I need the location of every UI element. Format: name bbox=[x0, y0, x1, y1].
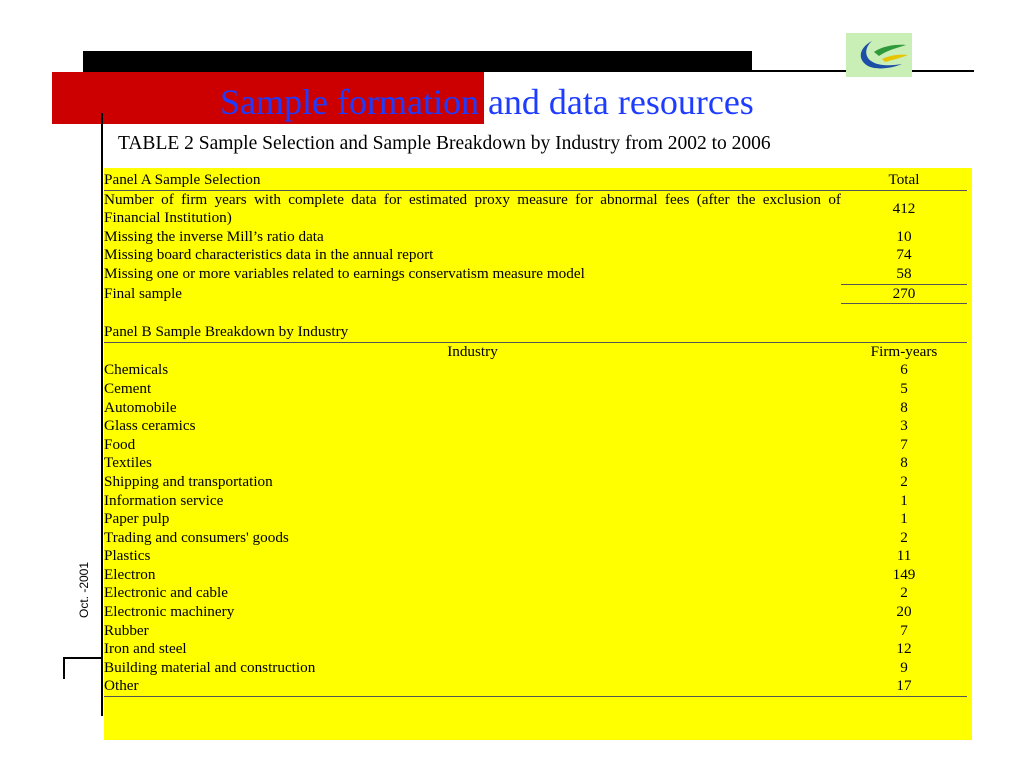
table-row bbox=[104, 399, 967, 418]
final-sample-row bbox=[104, 284, 967, 304]
total-header: Total bbox=[841, 171, 967, 190]
table-row bbox=[104, 265, 967, 284]
row-label: Number of firm years with complete data for estimated proxy measure for abnormal fees (after the exclusion of Financial Institution) bbox=[104, 190, 841, 227]
sample-table bbox=[104, 171, 967, 697]
table-row bbox=[104, 190, 967, 228]
industry-cell: Electronic machinery bbox=[104, 603, 235, 621]
firm-years-cell: 7 bbox=[900, 435, 908, 453]
industry-cell: Glass ceramics bbox=[104, 417, 196, 435]
panel-a-heading: Panel A Sample Selection bbox=[104, 171, 841, 190]
industry-cell: Textiles bbox=[104, 454, 152, 472]
table-row bbox=[104, 436, 967, 455]
table-row bbox=[104, 640, 967, 659]
table-row bbox=[104, 603, 967, 622]
firm-years-cell: 6 bbox=[900, 361, 908, 379]
firm-years-cell: 1 bbox=[900, 510, 908, 528]
industry-cell: Electronic and cable bbox=[104, 584, 228, 602]
firm-years-cell: 9 bbox=[900, 658, 908, 676]
final-sample-value: 270 bbox=[841, 284, 967, 304]
left-vertical-rule bbox=[101, 113, 103, 716]
firm-years-cell: 149 bbox=[892, 565, 916, 583]
industry-cell: Paper pulp bbox=[104, 510, 170, 528]
table-row bbox=[104, 417, 967, 436]
firm-years-cell: 20 bbox=[896, 603, 912, 621]
industry-cell: Shipping and transportation bbox=[104, 472, 273, 490]
table-row bbox=[104, 529, 967, 548]
table-row bbox=[104, 566, 967, 585]
row-label: Missing the inverse Mill’s ratio data bbox=[104, 227, 324, 245]
panel-b-heading: Panel B Sample Breakdown by Industry bbox=[104, 323, 841, 342]
firm-years-cell: 5 bbox=[900, 379, 908, 397]
bird-swoosh-icon bbox=[846, 33, 912, 77]
industry-cell: Rubber bbox=[104, 621, 149, 639]
industry-cell: Chemicals bbox=[104, 361, 169, 379]
row-value: 10 bbox=[896, 227, 912, 245]
industry-cell: Building material and construction bbox=[104, 658, 316, 676]
table-row bbox=[104, 454, 967, 473]
side-date: Oct. -2001 bbox=[77, 561, 91, 619]
table-row bbox=[104, 380, 967, 399]
spacer-row bbox=[104, 304, 967, 324]
slide-title: Sample formation and data resources bbox=[220, 82, 754, 122]
firm-years-cell: 12 bbox=[896, 640, 912, 658]
table-caption: TABLE 2 Sample Selection and Sample Breakdown by Industry from 2002 to 2006 bbox=[118, 133, 771, 154]
row-label: Missing one or more variables related to earnings conservatism measure model bbox=[104, 265, 585, 283]
industry-cell: Electron bbox=[104, 565, 156, 583]
header-black-bar bbox=[83, 51, 752, 72]
panel-b-header-row bbox=[104, 323, 967, 342]
industry-cell: Cement bbox=[104, 379, 152, 397]
industry-cell: Information service bbox=[104, 491, 224, 509]
table-row bbox=[104, 246, 967, 265]
table-row bbox=[104, 492, 967, 511]
table-row bbox=[104, 361, 967, 380]
industry-cell: Food bbox=[104, 435, 136, 453]
logo bbox=[846, 33, 912, 77]
table-row bbox=[104, 510, 967, 529]
firm-years-cell: 2 bbox=[900, 528, 908, 546]
row-label: Missing board characteristics data in the annual report bbox=[104, 246, 434, 264]
industry-cell: Automobile bbox=[104, 398, 177, 416]
firm-years-cell: 2 bbox=[900, 584, 908, 602]
industry-cell: Other bbox=[104, 677, 841, 696]
table-row bbox=[104, 584, 967, 603]
firm-years-cell: 8 bbox=[900, 398, 908, 416]
firm-years-cell: 1 bbox=[900, 491, 908, 509]
corner-bracket-top bbox=[63, 657, 101, 659]
firm-years-cell: 3 bbox=[900, 417, 908, 435]
corner-bracket bbox=[63, 657, 65, 679]
firm-years-cell: 11 bbox=[896, 547, 912, 565]
row-value: 74 bbox=[896, 246, 912, 264]
table-row bbox=[104, 547, 967, 566]
row-value: 412 bbox=[892, 199, 916, 217]
industry-cell: Trading and consumers' goods bbox=[104, 528, 289, 546]
row-value: 58 bbox=[841, 265, 967, 284]
industry-column-header: Industry bbox=[447, 342, 498, 360]
final-sample-label: Final sample bbox=[104, 284, 183, 302]
industry-cell: Iron and steel bbox=[104, 640, 187, 658]
panel-b-column-headers bbox=[104, 342, 967, 361]
firm-years-cell: 8 bbox=[900, 454, 908, 472]
firm-years-cell: 2 bbox=[900, 472, 908, 490]
table-row bbox=[104, 659, 967, 678]
firm-years-column-header: Firm-years bbox=[870, 342, 938, 360]
table-row bbox=[104, 228, 967, 247]
table-row bbox=[104, 473, 967, 492]
panel-a-header-row bbox=[104, 171, 967, 190]
industry-cell: Plastics bbox=[104, 547, 151, 565]
table-row bbox=[104, 677, 967, 696]
table-row bbox=[104, 622, 967, 641]
firm-years-cell: 7 bbox=[900, 621, 908, 639]
firm-years-cell: 17 bbox=[841, 677, 967, 696]
